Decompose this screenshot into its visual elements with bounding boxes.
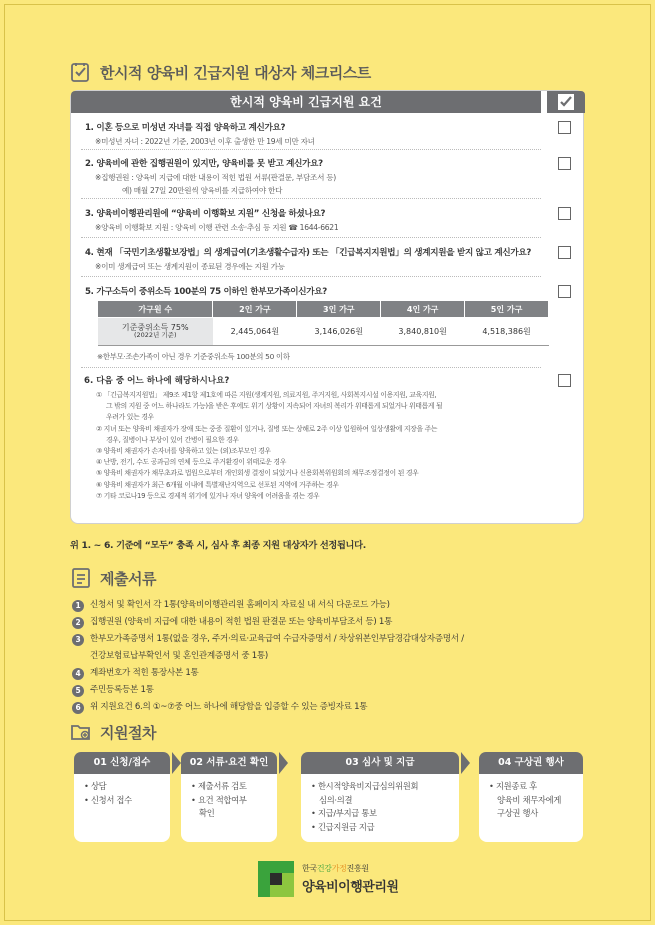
income-cell: 3,840,810원: [381, 318, 465, 346]
income-row-label-sub: (2022년 기준): [133, 331, 177, 340]
documents-section-title: [70, 567, 156, 589]
question-6-item: ⑤ 양육비 채권자가 채무초과로 법원으로부터 개인회생 결정이 되었거나 신용회복위원회의 채무조정결정이 된 경우: [96, 469, 419, 478]
question-4: [85, 246, 540, 272]
step-arrow-icon: [461, 752, 470, 774]
logo-org-suffix: 진흥원: [346, 864, 369, 873]
income-header-cell: 5인 가구: [465, 301, 549, 318]
logo-org-green: 건강: [316, 864, 332, 873]
document-item: [72, 682, 464, 699]
question-6-item: ④ 난방, 전기, 수도 공과금의 연체 등으로 주거환경이 위태로운 경우: [96, 458, 287, 467]
income-row-label: [98, 318, 213, 346]
procedure-title: 지원절차: [100, 723, 156, 742]
checklist-section-title: [70, 61, 371, 83]
documents-title: 제출서류: [100, 569, 156, 588]
logo-mark-icon: [258, 861, 294, 897]
income-row-label-text: 기준중위소득 75%: [121, 322, 189, 332]
question-2-example: 예) 매월 27일 20만원씩 양육비를 지급하여야 한다: [122, 186, 283, 195]
header-checkbox: [547, 91, 585, 113]
step-item: • 긴급지원금 지급: [311, 821, 375, 832]
question-5-title: 5. 가구소득이 중위소득 100분의 75 이하인 한부모가족이신가요?: [85, 287, 327, 297]
step-item-text: 심의·의결: [319, 794, 353, 805]
question-6-item: ⑦ 기타 코로나19 등으로 경제적 위기에 있거나 자녀 양육에 어려움을 겪는 경우: [96, 491, 320, 500]
question-6-list: [84, 390, 554, 502]
procedure-step-1: [74, 752, 170, 842]
divider: [81, 149, 541, 150]
step-item-text: 한시적양육비지급심의위원회: [317, 781, 419, 791]
document-item: [72, 597, 464, 614]
question-1-note: ※미성년 자녀 : 2022년 기준, 2003년 이후 출생한 만 19세 미만 자녀: [95, 137, 315, 146]
step-item-text: 상담: [90, 781, 107, 791]
question-1: [85, 121, 540, 147]
document-item: [72, 665, 464, 682]
question-1-title: 1. 이혼 등으로 미성년 자녀를 직접 양육하고 계신가요?: [85, 123, 286, 133]
question-6-item: ① 「긴급복지지원법」 제9조 제1항 제1호에 따른 지원(생계지원, 의료지원, 주거지원, 사회복지시설 이용지원, 교육지원,: [96, 391, 437, 399]
document-number: 1: [72, 600, 84, 612]
income-header-cell: 3인 가구: [297, 301, 381, 318]
organization-logo: [258, 861, 398, 897]
divider: [81, 367, 541, 368]
step-item: • 제출서류 검토: [191, 781, 247, 791]
procedure-step-2: [181, 752, 277, 842]
step-item: • 신청서 접수: [84, 794, 132, 805]
document-text: 계좌번호가 적힌 통장사본 1통: [90, 668, 199, 678]
document-number: [72, 651, 84, 663]
document-text: 한부모가족증명서 1통(없을 경우, 주거·의료·교육급여 수급자증명서 / 차상위본인부담경감대상자증명서 /: [90, 634, 464, 644]
question-5: [85, 285, 540, 297]
procedure-section-title: [70, 721, 156, 743]
document-text: 주민등록등본 1통: [90, 685, 154, 695]
question-3-title: 3. 양육비이행관리원에 “양육비 이행확보 지원” 신청을 하셨나요?: [85, 209, 326, 219]
step-item: [489, 807, 583, 821]
income-table: [97, 300, 549, 346]
question-5-checkbox[interactable]: [558, 285, 571, 298]
document-item: [72, 631, 464, 648]
question-2-title: 2. 양육비에 관한 집행권원이 있지만, 양육비를 못 받고 계신가요?: [85, 159, 323, 169]
question-4-title: 4. 현재 「국민기초생활보장법」의 생계급여(기초생활수급자) 또는 「긴급복지지원법」의 생계지원을 받지 않고 계신가요?: [85, 248, 532, 258]
income-header-cell: 2인 가구: [213, 301, 297, 318]
question-2-checkbox[interactable]: [558, 157, 571, 170]
question-2: [85, 157, 540, 196]
income-note: ※한부모·조손가족이 아닌 경우 기준중위소득 100분의 50 이하: [97, 352, 290, 361]
checklist-header: 한시적 양육비 긴급지원 요건: [71, 91, 541, 113]
folder-add-icon: [70, 721, 92, 743]
document-item: [72, 699, 464, 716]
step-item-text: 신청서 접수: [90, 794, 132, 805]
step-item: [191, 807, 277, 821]
documents-list: [72, 597, 464, 716]
logo-org-orange: 가정: [331, 864, 347, 873]
step-label: 02 서류·요건 확인: [181, 752, 277, 774]
logo-org-name: [302, 863, 398, 874]
step-item-text: 요건 적합여부: [197, 794, 247, 805]
document-text: 신청서 및 확인서 각 1통(양육비이행관리원 홈페이지 자료실 내 서식 다운로드 가능): [90, 600, 390, 610]
step-label: 03 심사 및 지급: [301, 752, 459, 774]
step-item-text: 구상권 행사: [497, 808, 538, 818]
divider: [81, 276, 541, 277]
income-header-cell: 가구원 수: [98, 301, 213, 318]
income-cell: 4,518,386원: [465, 318, 549, 346]
question-4-note: ※이미 생계급여 또는 생계지원이 종료된 경우에는 지원 가능: [95, 262, 285, 271]
document-list-icon: [70, 567, 92, 589]
step-item: [311, 794, 459, 808]
selection-note: 위 1. ~ 6. 기준에 “모두” 충족 시, 심사 후 최종 지원 대상자가 선정됩니다.: [70, 540, 366, 551]
step-item: • 요건 적합여부: [191, 794, 247, 805]
income-cell: 3,146,026원: [297, 318, 381, 346]
step-item: • 지원종료 후: [489, 781, 537, 791]
question-6-item: ③ 양육비 채권자가 손자녀를 양육하고 있는 (외)조부모인 경우: [96, 447, 271, 456]
step-item-text: 확인: [199, 808, 215, 818]
question-6-item: 그 밖의 지원 중 어느 하나라도 가능)을 받은 후에도 위기 상황이 지속되어 자녀의 복리가 위태롭게 되었거나 위태롭게 될: [106, 402, 443, 411]
step-arrow-icon: [172, 752, 181, 774]
document-number: 6: [72, 702, 84, 714]
question-3: [85, 207, 540, 233]
step-item-text: 양육비 채무자에게: [497, 794, 562, 805]
step-item: • 한시적양육비지급심의위원회: [311, 781, 419, 791]
logo-name: 양육비이행관리원: [302, 880, 399, 895]
checklist-title: 한시적 양육비 긴급지원 대상자 체크리스트: [100, 63, 371, 82]
document-number: 3: [72, 634, 84, 646]
question-6-item: ② 지녀 또는 양육비 채권자가 장애 또는 중증 질환이 있거나, 질병 또는 상해로 2주 이상 입원하여 일상생활에 지장을 주는: [96, 424, 438, 433]
checklist-icon: [70, 61, 92, 83]
document-text: 위 지원요건 6.의 ①~⑦중 어느 하나에 해당함을 입증할 수 있는 증빙자료 1통: [90, 702, 368, 712]
document-text: 집행권원 (양육비 지급에 대한 내용이 적힌 법원 판결문 또는 양육비부담조서 등) 1통: [90, 617, 393, 627]
step-label: 01 신청/접수: [74, 752, 170, 774]
procedure-step-3: [301, 752, 459, 842]
step-item: • 지급/부지급 통보: [311, 808, 377, 818]
document-item: [72, 614, 464, 631]
income-header-cell: 4인 가구: [381, 301, 465, 318]
document-number: 4: [72, 668, 84, 680]
question-6-item: 우려가 있는 경우: [106, 413, 154, 422]
income-cell: 2,445,064원: [213, 318, 297, 346]
step-item: [489, 794, 583, 808]
document-item: [72, 648, 464, 665]
income-table-row: [98, 318, 549, 346]
step-label: 04 구상권 행사: [479, 752, 583, 774]
divider: [81, 237, 541, 238]
question-6-item: ⑥ 양육비 채권자가 최근 6개월 이내에 특별재난지역으로 선포된 지역에 거주하는 경우: [96, 480, 339, 489]
question-3-note: ※양육비 이행확보 지원 : 양육비 이행 관련 소송·추심 등 지원 ☎ 1644-6621: [95, 223, 339, 232]
question-2-note: ※집행권원 : 양육비 지급에 대한 내용이 적힌 법원 서류(판결문, 부담조서 등): [95, 173, 336, 182]
question-3-checkbox[interactable]: [558, 207, 571, 220]
step-item-text: 지급/부지급 통보: [317, 808, 377, 818]
income-table-header-row: [98, 301, 549, 318]
logo-org-prefix: 한국: [302, 864, 317, 873]
divider: [81, 198, 541, 199]
question-6-checkbox[interactable]: [558, 374, 571, 387]
step-item-text: 지원종료 후: [495, 781, 537, 791]
document-number: 5: [72, 685, 84, 697]
question-6-title: 6. 다음 중 어느 하나에 해당하시나요?: [84, 376, 230, 386]
question-6: [84, 374, 554, 502]
step-item-text: 긴급지원금 지급: [317, 821, 375, 832]
document-text: 건강보험료납부확인서 및 혼인관계증명서 중 1통): [90, 651, 268, 661]
check-icon: [558, 94, 574, 110]
step-arrow-icon: [279, 752, 288, 774]
step-item: • 상담: [84, 781, 107, 791]
question-1-checkbox[interactable]: [558, 121, 571, 134]
procedure-step-4: [479, 752, 583, 842]
step-item-text: 제출서류 검토: [197, 781, 247, 791]
document-number: 2: [72, 617, 84, 629]
question-6-item: 경우, 질병이나 부상이 있어 간병이 필요한 경우: [106, 435, 239, 444]
question-4-checkbox[interactable]: [558, 246, 571, 259]
